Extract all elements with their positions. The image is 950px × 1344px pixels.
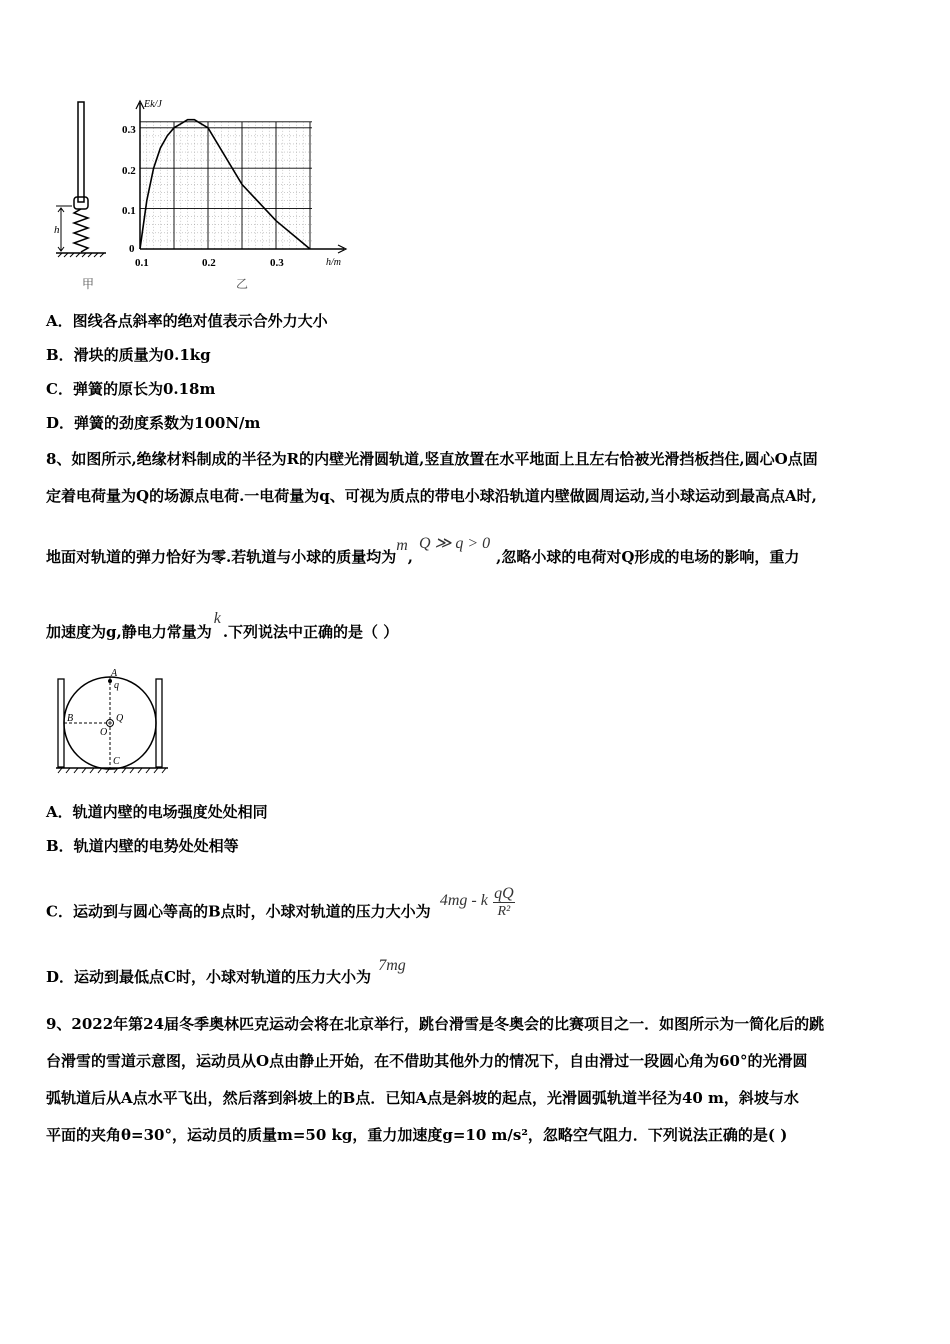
y-tick-0: 0 xyxy=(129,243,135,255)
q7-option-d: D．弹簧的劲度系数为100N/m xyxy=(46,414,261,432)
h-label: h xyxy=(54,224,60,236)
q8-math-condition: Q ≫ q > 0 xyxy=(419,535,491,552)
q7-option-c: C．弹簧的原长为0.18m xyxy=(46,380,216,398)
q8-option-c-fraction xyxy=(493,885,515,920)
jia-label: 甲 xyxy=(82,277,95,291)
q7-option-a: A．图线各点斜率的绝对值表示合外力大小 xyxy=(46,312,328,330)
q8-option-c-denominator: R² xyxy=(497,904,511,919)
charge-big-q-label: Q xyxy=(116,713,124,724)
x-tick-0.1: 0.1 xyxy=(135,257,149,269)
x-axis-label: h/m xyxy=(326,257,341,268)
q9-line-4: 平面的夹角θ=30°，运动员的质量m=50 kg，重力加速度g=10 m/s²，忽略空气阻力．下列说法正确的是( ) xyxy=(46,1126,788,1144)
q8-math-m: m xyxy=(396,537,408,554)
point-b-label: B xyxy=(67,713,74,724)
q7-option-b: B．滑块的质量为0.1kg xyxy=(46,346,211,364)
x-tick-0.3: 0.3 xyxy=(270,257,284,269)
q8-option-b: B．轨道内壁的电势处处相等 xyxy=(46,837,239,855)
q9-line-1: 9、2022年第24届冬季奥林匹克运动会将在北京举行，跳台滑雪是冬奥会的比赛项目之一．如图所示为一简化后的跳 xyxy=(46,1015,825,1033)
q8-option-d-text: D．运动到最低点C时，小球对轨道的压力大小为 xyxy=(46,968,371,986)
y-tick-0.1: 0.1 xyxy=(122,205,136,217)
q8-line-4 xyxy=(46,610,399,643)
q8-option-d-math: 7mg xyxy=(378,957,406,974)
q8-option-d xyxy=(46,957,406,988)
q8-option-c-text: C．运动到与圆心等高的B点时，小球对轨道的压力大小为 xyxy=(46,902,431,921)
yi-label: 乙 xyxy=(236,277,249,291)
q8-option-c-math: 4mg - k xyxy=(439,891,488,909)
circular-track-figure xyxy=(52,664,177,779)
q8-comma: , xyxy=(407,548,414,566)
point-c-label: C xyxy=(113,756,120,767)
q8-line-3-text-a: 地面对轨道的弹力恰好为零.若轨道与小球的质量均为 xyxy=(46,548,397,566)
q8-line-3 xyxy=(46,535,800,568)
x-tick-0.2: 0.2 xyxy=(202,257,216,269)
q8-line-3-text-b: ,忽略小球的电荷对Q形成的电场的影响，重力 xyxy=(496,548,800,566)
q8-line-4-text-b: .下列说法中正确的是（ ） xyxy=(222,623,399,641)
energy-height-figure xyxy=(40,95,370,295)
y-axis-label: Ek/J xyxy=(144,99,162,110)
ek-h-chart xyxy=(122,99,346,291)
point-a-label: A xyxy=(111,668,118,679)
q8-option-c-numerator: qQ xyxy=(494,885,514,902)
q8-line-1: 8、如图所示,绝缘材料制成的半径为R的内壁光滑圆轨道,竖直放置在水平地面上且左右恰被光滑挡板挡住,圆心O点固 xyxy=(46,450,818,468)
q8-line-2: 定着电荷量为Q的场源点电荷.一电荷量为q、可视为质点的带电小球沿轨道内壁做圆周运动,当小球运动到最高点A时, xyxy=(46,487,817,505)
y-tick-0.3: 0.3 xyxy=(122,124,136,136)
charge-q-label: q xyxy=(114,680,119,691)
y-tick-0.2: 0.2 xyxy=(122,165,136,177)
q8-option-c xyxy=(46,885,515,930)
spring-apparatus xyxy=(54,102,106,291)
q8-math-k: k xyxy=(213,610,221,627)
q8-line-4-text-a: 加速度为g,静电力常量为 xyxy=(46,623,212,641)
q9-line-2: 台滑雪的雪道示意图，运动员从O点由静止开始，在不借助其他外力的情况下，自由滑过一段圆心角为60°的光滑圆 xyxy=(46,1052,808,1070)
center-o-label: O xyxy=(100,727,108,738)
q8-option-a: A．轨道内壁的电场强度处处相同 xyxy=(46,803,268,821)
q9-line-3: 弧轨道后从A点水平飞出，然后落到斜坡上的B点．已知A点是斜坡的起点，光滑圆弧轨道半径为40 m，斜坡与水 xyxy=(46,1089,799,1107)
